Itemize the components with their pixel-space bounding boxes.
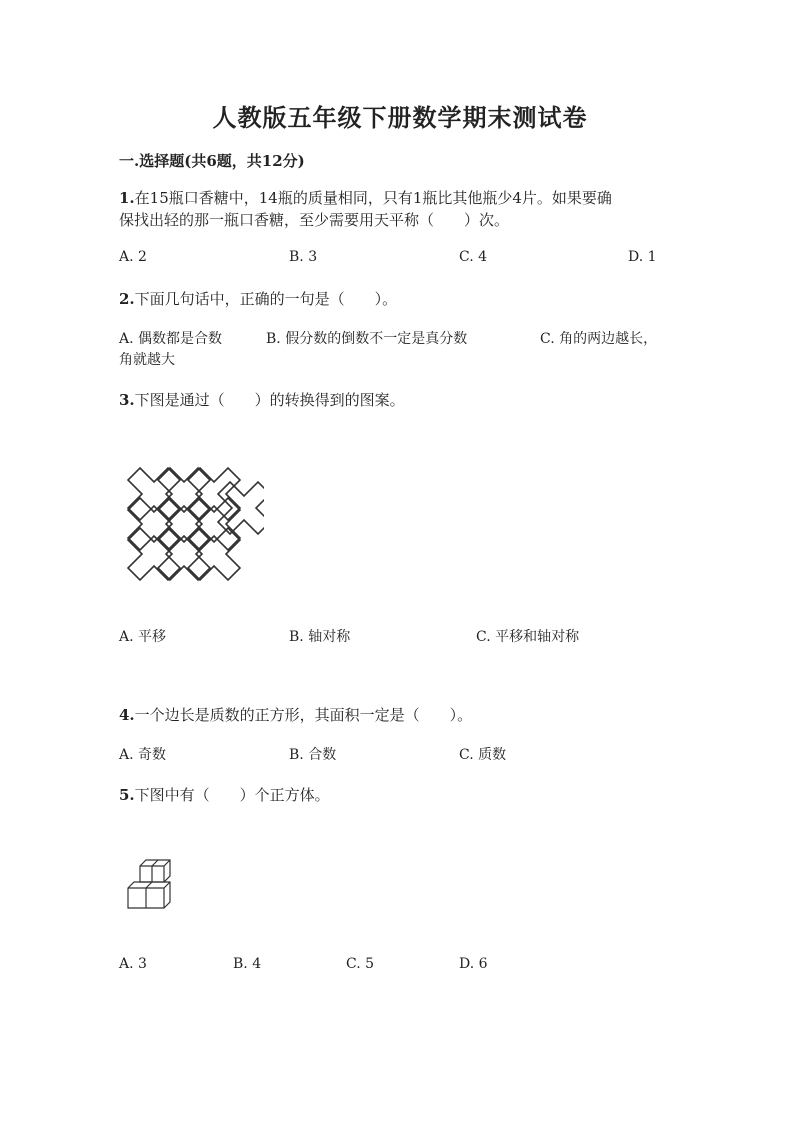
question-4: [119, 704, 679, 726]
question-1-number: 1.: [119, 189, 135, 207]
q3-option-a[interactable]: A. 平移: [119, 629, 167, 645]
question-5-number: 5.: [119, 786, 135, 804]
q4-option-b[interactable]: B. 合数: [289, 747, 337, 763]
q1-option-a[interactable]: A. 2: [119, 249, 147, 265]
q5-option-d[interactable]: D. 6: [459, 956, 488, 972]
question-5: [119, 784, 679, 806]
q5-option-a[interactable]: A. 3: [119, 956, 147, 972]
question-3-number: 3.: [119, 391, 135, 409]
page-title: 人教版五年级下册数学期末测试卷: [212, 103, 588, 132]
question-1-line2: 保找出轻的那一瓶口香糖，至少需要用天平称（ ）次。: [119, 211, 510, 229]
q4-option-c[interactable]: C. 质数: [459, 747, 507, 763]
cube-bottom-edges: [128, 882, 170, 908]
question-4-text: 一个边长是质数的正方形，其面积一定是（ ）。: [134, 706, 473, 724]
question-2-number: 2.: [119, 290, 135, 308]
question-4-number: 4.: [119, 706, 135, 724]
question-5-text: 下图中有（ ）个正方体。: [134, 786, 330, 804]
question-1-line1: [119, 187, 679, 209]
question-2: [119, 288, 679, 310]
cube-lines: [128, 860, 170, 908]
q3-option-b[interactable]: B. 轴对称: [289, 629, 351, 645]
question-2-text: 下面几句话中，正确的一句是（ ）。: [134, 290, 398, 308]
cube-top-edges: [140, 860, 170, 882]
question-3: [119, 389, 679, 411]
tile-group: [128, 468, 264, 580]
q2-option-a[interactable]: A. 偶数都是合数: [119, 331, 223, 347]
question-3-text: 下图是通过（ ）的转换得到的图案。: [134, 391, 405, 409]
q5-option-b[interactable]: B. 4: [233, 956, 262, 972]
q1-option-d[interactable]: D. 1: [628, 249, 657, 265]
question-1: [119, 187, 679, 231]
q2-option-c-continuation: 角就越大: [119, 352, 175, 368]
q1-option-c[interactable]: C. 4: [459, 249, 488, 265]
tile-pattern-figure: [118, 462, 264, 584]
cube-stack-figure: [126, 858, 178, 912]
q1-option-b[interactable]: B. 3: [289, 249, 318, 265]
section-heading: 一.选择题(共6题，共12分): [119, 152, 305, 170]
q3-option-c[interactable]: C. 平移和轴对称: [476, 629, 580, 645]
q4-option-a[interactable]: A. 奇数: [119, 747, 167, 763]
q5-option-c[interactable]: C. 5: [346, 956, 375, 972]
question-1-text: 在15瓶口香糖中，14瓶的质量相同，只有1瓶比其他瓶少4片。如果要确: [134, 189, 612, 207]
q2-option-c[interactable]: C. 角的两边越长，: [540, 331, 658, 347]
q2-option-b[interactable]: B. 假分数的倒数不一定是真分数: [266, 331, 468, 347]
